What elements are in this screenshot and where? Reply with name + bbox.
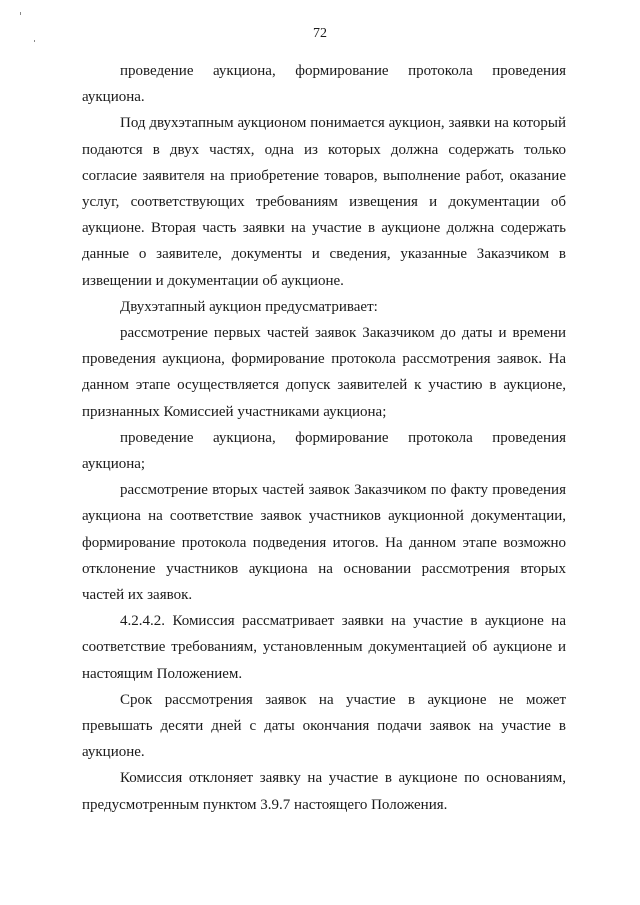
paragraph: рассмотрение вторых частей заявок Заказчиком по факту проведения аукциона на соответствие заявок участников аукционной документации, формирование протокола подведения итогов. На данном этапе возможно отклонение участников аукциона на основании рассмотрения вторых частей их заявок. [82,482,566,604]
paragraph: проведение аукциона, формирование протокола проведения аукциона. [82,63,566,106]
paragraph: проведение аукциона, формирование протокола проведения аукциона; [82,429,566,473]
paragraph: Срок рассмотрения заявок на участие в аукционе не может превышать десяти дней с даты окончания подачи заявок на участие в аукционе. [82,691,566,761]
body-text [82,58,566,818]
paragraph: Двухэтапный аукцион предусматривает: [120,298,378,315]
paragraph: Комиссия отклоняет заявку на участие в аукционе по основаниям, предусмотренным пунктом 3.9.7 настоящего Положения. [82,770,566,813]
paragraph: рассмотрение первых частей заявок Заказчиком до даты и времени проведения аукциона, формирование протокола рассмотрения заявок. На данном этапе осуществляется допуск заявителей к участию в аукционе, признанных Комиссией участниками аукциона; [82,325,566,420]
paragraph: 4.2.4.2. Комиссия рассматривает заявки на участие в аукционе на соответствие требованиям, установленным документацией об аукционе и настоящим Положением. [82,613,566,682]
paragraph: Под двухэтапным аукционом понимается аукцион, заявки на который подаются в двух частях, одна из которых должна содержать только согласие заявителя на приобретение товаров, выполнение работ, оказание услуг, соответствующих требованиям извещения и документации об аукционе. Вторая часть заявки на участие в аукционе должна содержать данные о заявителе, документы и сведения, указанные Заказчиком в извещении и документации об аукционе. [82,115,566,289]
scan-speck [20,12,21,15]
page-number: 72 [313,26,327,41]
